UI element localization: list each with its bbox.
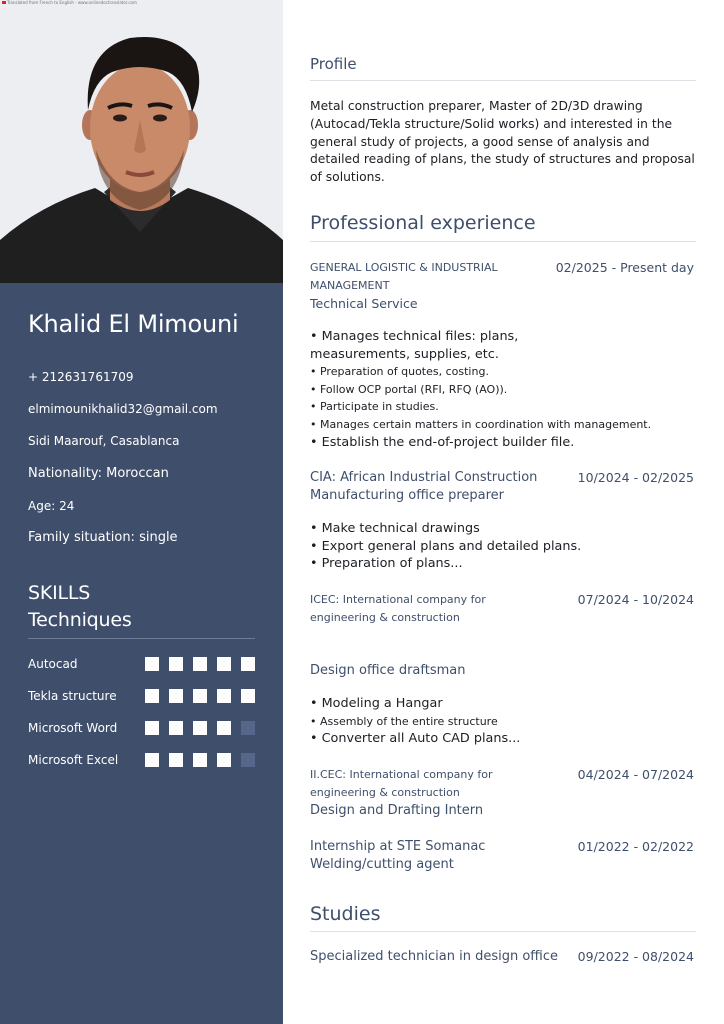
duty-item: • Preparation of plans... (310, 556, 463, 572)
skill-dot-filled (145, 689, 159, 703)
skill-row (28, 720, 255, 736)
studies-heading: Studies (310, 903, 381, 925)
skill-dot-filled (169, 753, 183, 767)
duty-item: • Preparation of quotes, costing. (310, 365, 489, 379)
duty-item: • Converter all Auto CAD plans... (310, 731, 521, 747)
skill-name: Autocad (28, 657, 78, 671)
skill-name: Tekla structure (28, 689, 117, 703)
experience-date: 01/2022 - 02/2022 (577, 839, 694, 854)
skill-dot-filled (169, 657, 183, 671)
skill-name: Microsoft Excel (28, 753, 119, 767)
skill-row (28, 688, 255, 704)
age: Age: 24 (28, 499, 75, 513)
skill-dot-filled (193, 657, 207, 671)
experience-role: Design office draftsman (310, 663, 466, 678)
experience-company: Internship at STE Somanac (310, 839, 486, 854)
skill-dot-filled (193, 753, 207, 767)
skill-dot-filled (169, 689, 183, 703)
profile-photo (0, 0, 283, 283)
phone-number: + 212631761709 (28, 370, 134, 384)
experience-date: 10/2024 - 02/2025 (577, 470, 694, 485)
experience-role: Welding/cutting agent (310, 857, 454, 872)
experience-company: II.CEC: International company for engineering & construction (310, 768, 493, 799)
email-address: elmimounikhalid32@gmail.com (28, 402, 218, 416)
duty-item: • Export general plans and detailed plans. (310, 538, 582, 554)
duty-item: • Assembly of the entire structure (310, 714, 498, 728)
duty-item: • Follow OCP portal (RFI, RFQ (AO)). (310, 382, 508, 396)
skill-dot-filled (241, 657, 255, 671)
skill-level (145, 721, 255, 735)
skills-divider (28, 638, 255, 639)
skill-dot-filled (145, 657, 159, 671)
duty-item: • Manages certain matters in coordination with management. (310, 417, 652, 431)
skill-dot-filled (241, 689, 255, 703)
skill-dot-filled (217, 721, 231, 735)
duty-item: • Manages technical files: plans, (310, 329, 519, 344)
experience-date: 04/2024 - 07/2024 (577, 767, 694, 782)
flag-icon (2, 1, 6, 4)
experience-duties (310, 520, 700, 573)
profile-heading: Profile (310, 55, 357, 73)
experience-company: ICEC: International company for engineering & construction (310, 593, 486, 624)
skill-dot-empty (241, 753, 255, 767)
person-name: Khalid El Mimouni (28, 310, 239, 338)
experience-role: Technical Service (310, 296, 418, 311)
skill-dot-empty (241, 721, 255, 735)
portrait-image (0, 0, 283, 283)
skill-row (28, 752, 255, 768)
experience-divider (310, 241, 696, 242)
experience-date: 07/2024 - 10/2024 (577, 592, 694, 607)
experience-company: GENERAL LOGISTIC & INDUSTRIAL MANAGEMENT (310, 261, 498, 292)
study-name: Specialized technician in design office (310, 949, 558, 964)
skill-level (145, 689, 255, 703)
experience-role: Manufacturing office preparer (310, 488, 504, 503)
studies-divider (310, 931, 696, 932)
experience-role: Design and Drafting Intern (310, 803, 484, 818)
skill-dot-filled (217, 753, 231, 767)
skills-heading: SKILLS (28, 582, 91, 604)
duty-item: • Modeling a Hangar (310, 696, 443, 711)
skill-dot-filled (169, 721, 183, 735)
skills-subheading: Techniques (28, 609, 132, 631)
duty-item: • Make technical drawings (310, 521, 480, 536)
skill-dot-filled (145, 753, 159, 767)
skill-dot-filled (145, 721, 159, 735)
skill-row (28, 656, 255, 672)
translation-note (2, 0, 137, 6)
skill-dot-filled (217, 657, 231, 671)
profile-text: Metal construction preparer, Master of 2D/3D drawing (Autocad/Tekla structure/Solid works) and interested in the general study of projects, a good sense of analysis and detailed reading of plans, the study of structures and proposal of solutions. (310, 99, 695, 185)
skill-name: Microsoft Word (28, 721, 118, 735)
translation-note-text: Translated from French to English - www.onlinedoctranslator.com (7, 0, 137, 5)
nationality: Nationality: Moroccan (28, 466, 169, 481)
skill-dot-filled (193, 721, 207, 735)
duty-item: • Participate in studies. (310, 400, 439, 414)
duty-item: measurements, supplies, etc. (310, 346, 499, 362)
skill-dot-filled (217, 689, 231, 703)
experience-duties (310, 328, 700, 451)
experience-company: CIA: African Industrial Construction (310, 470, 538, 485)
study-date: 09/2022 - 08/2024 (577, 949, 694, 964)
experience-date: 02/2025 - Present day (555, 260, 694, 275)
experience-heading: Professional experience (310, 212, 536, 234)
skill-dot-filled (193, 689, 207, 703)
address: Sidi Maarouf, Casablanca (28, 434, 180, 448)
skill-level (145, 657, 255, 671)
family-situation: Family situation: single (28, 530, 178, 545)
duty-item: • Establish the end-of-project builder file. (310, 434, 575, 450)
experience-duties (310, 695, 700, 748)
skill-level (145, 753, 255, 767)
profile-divider (310, 80, 696, 81)
